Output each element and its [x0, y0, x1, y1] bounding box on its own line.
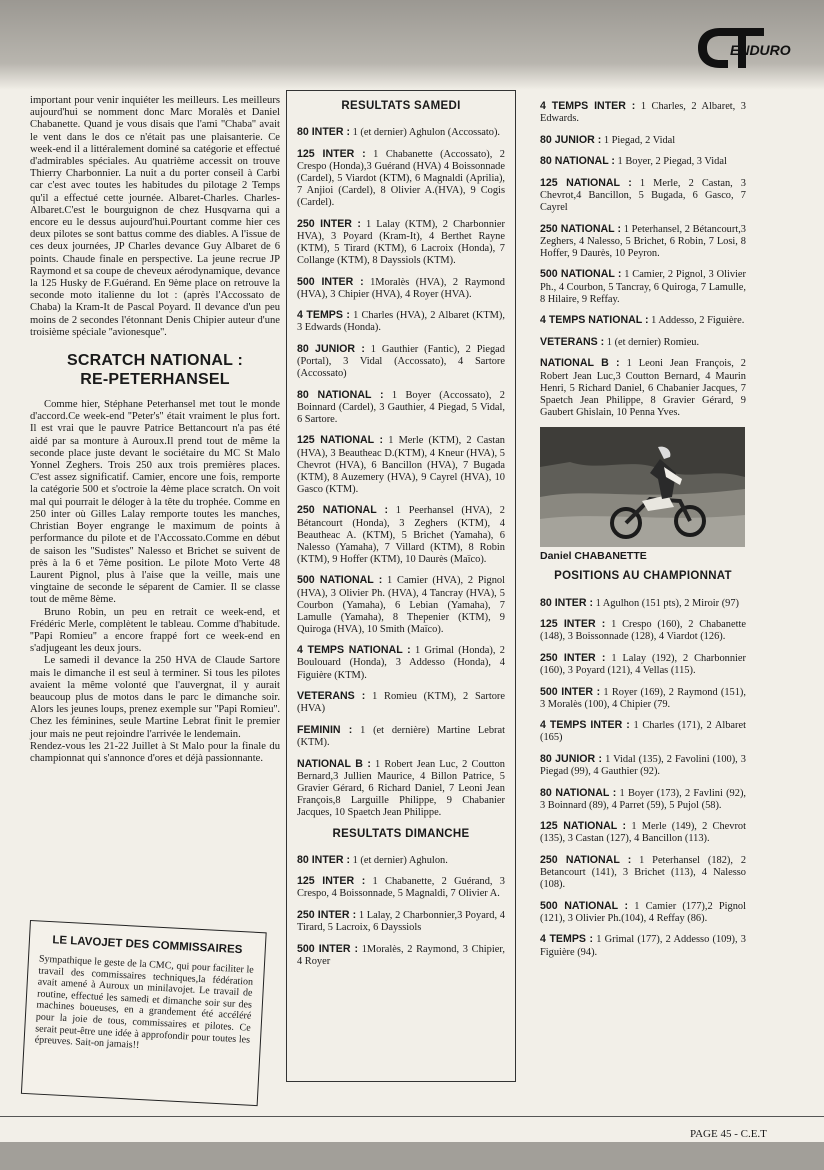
result-category: 500 NATIONAL :	[297, 574, 383, 587]
result-entry	[540, 223, 746, 260]
result-entry	[297, 434, 505, 495]
result-values: 1 Charles (171), 2 Albaret (165)	[540, 720, 746, 744]
results-samedi-title: RESULTATS SAMEDI	[341, 100, 461, 112]
result-values: 1 Merle, 2 Castan, 3 Chevrot,4 Bancillon, 5 Bugada, 6 Gasco, 7 Cayrel	[540, 177, 746, 214]
result-values: 1 Gauthier (Fantic), 2 Piegad (Portal), 3 Vidal (Accossato), 4 Sartore (Accossato)	[297, 343, 505, 380]
result-entry	[540, 357, 746, 418]
result-values: 1 Piegad, 2 Vidal	[601, 134, 676, 146]
result-category: 250 INTER :	[540, 651, 606, 664]
result-entry	[540, 753, 746, 778]
result-category: 4 TEMPS :	[297, 309, 350, 322]
result-category: 4 TEMPS INTER :	[540, 100, 636, 112]
result-entry	[540, 854, 746, 891]
result-values: 1 Romieu (KTM), 2 Sartore (HVA)	[297, 691, 505, 715]
result-values: 1 Camier (HVA), 2 Pignol (HVA), 3 Olivier Ph. (HVA), 4 Tancray (HVA), 5 Courbon (Yamaha), 6 Lebian (Yamaha), 7 Lamulle (Yamaha), 8 Thepenier (KTM), 9 Quiroga (HVA), 10 Smith (Maïco).	[297, 575, 505, 635]
result-category: 250 NATIONAL :	[540, 853, 632, 866]
result-entry	[540, 268, 746, 305]
result-values: 1 Boyer (Accossato), 2 Boinnard (Cardel), 3 Gauthier, 4 Piegad, 5 Vidal, 6 Sartore.	[297, 389, 505, 425]
result-values: 1Moralès, 2 Raymond, 3 Chipier, 4 Royer	[297, 943, 505, 967]
article-paragraph: Rendez-vous les 21-22 Juillet à St Malo pour la finale du championnat qui s'annonce d'ores et déjà passionnante.	[30, 740, 280, 764]
result-entry	[297, 218, 505, 267]
result-category: 80 NATIONAL :	[540, 155, 615, 168]
result-values: 1 Vidal (135), 2 Favolini (100), 3 Piegad (99), 4 Gauthier (92).	[540, 753, 746, 777]
result-category: 80 JUNIOR :	[540, 133, 602, 146]
photo-caption: Daniel CHABANETTE	[540, 550, 647, 563]
result-values: 1 Lalay (KTM), 2 Charbonnier HVA), 3 Poyard (Kram-It), 4 Berthet Rayne (KTM), 5 Tirard (KTM), 6 Lacroix (Honda), 7 Collange (KTM), 8 Dayssiols (KTM).	[297, 218, 506, 266]
result-values: 1 Royer (169), 2 Raymond (151), 3 Moralès (100), 4 Chipier (79.	[540, 686, 746, 710]
article-column	[30, 95, 280, 765]
result-category: 4 TEMPS :	[540, 933, 594, 946]
results-column-samedi	[297, 100, 505, 976]
result-entry	[297, 943, 505, 968]
logo-wordmark: ENDURO	[730, 42, 791, 58]
page-folio: PAGE 45 - C.E.T	[690, 1128, 767, 1140]
result-category: VETERANS :	[297, 690, 366, 703]
results-list	[297, 126, 505, 819]
result-values: 1 Lalay (192), 2 Charbonnier (160), 3 Poyard (121), 4 Vellas (115).	[540, 652, 747, 676]
result-category: 250 NATIONAL :	[540, 222, 622, 235]
article-paragraph: Bruno Robin, un peu en retrait ce week-end, et Frédéric Merle, complètent le tableau. Comme d'habitude. ''Papi Romieu'' a encore frappé fort ce week-end en s'adjugeant les deux jours.	[30, 606, 280, 655]
results-list	[297, 854, 505, 968]
result-category: NATIONAL B :	[297, 757, 371, 770]
result-values: 1 Camier, 2 Pignol, 3 Olivier Ph., 4 Courbon, 5 Tancray, 6 Quiroga, 7 Lamulle, 8 Hilaire, 9 Reffay.	[540, 269, 746, 305]
result-category: VETERANS :	[540, 335, 605, 348]
result-category: 80 INTER :	[540, 596, 593, 609]
result-values: 1 Chabanette (Accossato), 2 Crespo (Honda),3 Guérand (HVA) 4 Boissonnade (Cardel), 5 Viardot (KTM), 6 Magnaldi (Aprilia), 7 Anjioi (Cardel), 8 Olivier A.(HVA), 9 Cogis (Cardel).	[297, 148, 505, 209]
result-category: 500 INTER :	[540, 685, 601, 698]
sidebar-box-title: LE LAVOJET DES COMMISSAIRES	[52, 934, 243, 957]
result-entry	[297, 644, 505, 681]
result-entry	[297, 389, 505, 426]
result-category: 80 NATIONAL :	[540, 786, 617, 799]
article-paragraph: Comme hier, Stéphane Peterhansel met tout le monde d'accord.Ce week-end ''Peter's'' était vraiment le plus fort. Il est vrai que le pauvre Patrice Bettancourt n'a pas été aidé par sa monture à Auroux.Il prend tout de même la seconde place juste devant le sociétaire du MC St Malo Yonnel Zeghers. Trois 250 aux trois premières places. C'est assez significatif. Camier, encore une fois, remporte la catégorie 500 et s'octroie la 4ème place scratch. On voit mal qui pourrait le déloger à la tête du trophée. Comme en 250 inter où Gilles Lalay remporte toutes les manches, Christian Boyer engrange le maximum de points à performance du pilote et de l'Accossato.Comme en début de saison les ''Sudistes'' Nalesso et Brichet se suivent de près à la 6 et 7ème position. Le pilote Moto Verte 48 Laurent Pignol, plus à l'aise que la veille, mais une vingtaine de seconde le séparent de Camier. Il se classe tout de même 8ème.	[30, 399, 280, 606]
result-entry	[540, 336, 746, 349]
article-paragraph: Le samedi il devance la 250 HVA de Claude Sartore mais le dimanche il est seul à terminer. Si tous les pilotes avaient la même volonté que l'auvergnat, il y aurait beaucoup plus de motos dans le parc le dimanche soir. Alors les jeunes loups, prenez exemple sur ''Papi Romieu''. Chez les féminines, seule Martine Lebrat finit le premier jour mais ne peut rejoindre l'arrivée le lendemain.	[30, 655, 280, 740]
result-entry	[540, 155, 746, 168]
result-entry	[540, 314, 746, 327]
result-category: 125 NATIONAL :	[540, 176, 632, 189]
result-values: 1 Camier (177),2 Pignol (121), 3 Olivier Ph.(104), 4 Reffay (86).	[540, 900, 747, 924]
result-values: 1 Grimal (Honda), 2 Boulouard (Honda), 3 Addesso (Honda), 4 Figuière (KTM).	[297, 645, 505, 681]
results-list	[540, 597, 746, 959]
result-values: 1 Chabanette, 2 Guérand, 3 Crespo, 4 Boissonnade, 5 Magnaldi, 7 Olivier A.	[297, 876, 506, 900]
result-category: 4 TEMPS NATIONAL :	[297, 644, 411, 657]
result-category: 500 NATIONAL :	[540, 899, 629, 912]
article-paragraph: important pour venir inquiéter les meilleurs. Les meilleurs aujourd'hui se nomment donc Marc Moralès et Daniel Chabanette. Quand je vous disais que l'ami ''Chaba'' avait le vent dans le dos ce n'était pas une plaisanterie. Ce week-end il a littéralement dominé sa catégorie et effectué d'admirables spéciales. Au quatrième accessit on trouve Thierry Charbonnier. La nuit a du porter conseil à Carbi car c'est avec toutes les habitudes du pilotage 2 Temps qu'il a effectué cette journée. Albaret-Charles. Charles-Albaret.C'est le bourguignon de chez Husqvarna qui a encore eu le dessus aujourd'hui.Pourtant comme hier ces deux pilotes se sont battus comme des diables. A l'issue de ces deux journées, JP Charles devance Guy Albaret de 6 points. Chaude finale en perspective. La jeune recrue JP Raymond et sa coupe de cheveux aérodynamique, devance la 125 Husky de F.Guérand. En 9ème place on retrouve la seconde moto italienne du lot : (après l'Accossato de Chaba) la Kram-It de Pascal Poyard. Il devance d'un peu moins de 2 secondes l'étonnant Denis Chipier auteur d'une troisième spéciale ''avionesque''.	[30, 95, 280, 338]
results-list	[540, 100, 746, 419]
result-entry	[297, 854, 505, 867]
result-entry	[540, 686, 746, 711]
result-category: 4 TEMPS INTER :	[540, 719, 630, 732]
result-category: 4 TEMPS NATIONAL :	[540, 314, 649, 327]
result-entry	[540, 900, 746, 925]
results-dimanche-title: RESULTATS DIMANCHE	[332, 827, 470, 840]
result-category: 125 INTER :	[297, 875, 366, 888]
result-category: 80 NATIONAL :	[297, 388, 384, 401]
result-category: 500 INTER :	[297, 275, 364, 288]
sidebar-box-text: Sympathique le geste de la CMC, qui pour faciliter le travail des commissaires techniques,la fédération avait amené à Auroux un minilavojet. Le travail de routine, effectué les samedi et dimanche soir sur des machines boueuses, en a grandement été accéléré pour la joie de tous, commissaires et pilotes. Ce serait peut-être une idée à approfondir pour toutes les épreuves. Sait-on jamais!!	[34, 953, 254, 1052]
result-category: 80 INTER :	[297, 853, 350, 866]
result-category: 80 INTER :	[297, 126, 350, 139]
result-values: 1 (et dernière) Martine Lebrat (KTM).	[297, 724, 505, 748]
result-category: 80 JUNIOR :	[540, 752, 603, 765]
result-category: 125 INTER :	[540, 618, 606, 631]
result-category: NATIONAL B :	[540, 357, 620, 370]
result-values: 1 Merle (KTM), 2 Castan (HVA), 3 Beautheac D.(KTM), 4 Kneur (HVA), 5 Chevrot (HVA), 6 Bancillon (HVA), 7 Bugada (KTM), 8 Auzemery (HVA), 9 Cayrel (HVA), 10 Gasco (KTM).	[297, 435, 506, 495]
result-values: 1 Robert Jean Luc, 2 Coutton Bernard,3 Jullien Maurice, 4 Billon Patrice, 5 Gravier Gérard, 6 Richard Daniel, 7 Leoni Jean François,8 Larguille Philippe, 9 Chabanier Jacques, 10 Spaetch Jean Philippe.	[297, 758, 505, 818]
cet-enduro-logo	[694, 22, 806, 74]
result-values: 1 Grimal (177), 2 Addesso (109), 3 Figuière (94).	[540, 934, 746, 958]
result-category: 125 INTER :	[297, 147, 366, 160]
result-entry	[297, 126, 505, 139]
page-bottom-edge	[0, 1142, 824, 1170]
results-column-right	[540, 100, 746, 967]
result-entry	[297, 504, 505, 565]
result-values: 1 Lalay, 2 Charbonnier,3 Poyard, 4 Tirard, 5 Lacroix, 6 Dayssiols	[297, 909, 505, 933]
result-values: 1 Peterhansel (182), 2 Betancourt (141), 3 Brichet (113), 4 Nalesso (108).	[540, 854, 747, 891]
result-category: 250 INTER :	[297, 217, 361, 230]
result-category: 250 NATIONAL :	[297, 504, 389, 517]
championnat-title: POSITIONS AU CHAMPIONNAT	[554, 570, 732, 583]
result-entry	[540, 787, 746, 812]
result-category: 80 JUNIOR :	[297, 342, 365, 355]
result-values: 1 Crespo (160), 2 Chabanette (148), 3 Boissonnade (128), 4 Viardot (126).	[540, 619, 746, 643]
result-entry	[297, 276, 505, 301]
result-values: 1 (et dernier) Romieu.	[604, 336, 700, 348]
result-values: 1 (et dernier) Aghulon.	[349, 854, 448, 866]
rider-photo	[540, 427, 745, 547]
result-entry	[297, 690, 505, 715]
result-entry	[297, 758, 505, 819]
result-values: 1 (et dernier) Aghulon (Accossato).	[349, 127, 501, 139]
result-entry	[540, 597, 746, 610]
sidebar-box	[21, 920, 267, 1106]
result-category: 125 NATIONAL :	[540, 820, 627, 833]
result-entry	[297, 309, 505, 334]
result-category: 500 NATIONAL :	[540, 268, 622, 281]
result-entry	[297, 875, 505, 900]
result-entry	[540, 618, 746, 643]
footer-rule	[0, 1116, 824, 1117]
result-values: 1 Merle (149), 2 Chevrot (135), 3 Castan (127), 4 Bancillon (113).	[540, 821, 746, 845]
result-values: 1 Agulhon (151 pts), 2 Miroir (97)	[592, 597, 740, 609]
result-values: 1 Charles, 2 Albaret, 3 Edwards.	[540, 101, 746, 125]
result-entry	[540, 652, 746, 677]
result-entry	[540, 134, 746, 147]
result-values: 1Moralès (HVA), 2 Raymond (HVA), 3 Chipier (HVA), 4 Royer (HVA).	[297, 276, 505, 300]
result-values: 1 Addesso, 2 Figuière.	[648, 315, 745, 327]
result-entry	[540, 100, 746, 125]
result-values: 1 Peterhansel, 2 Bétancourt,3 Zeghers, 4 Nalesso, 5 Brichet, 6 Robin, 7 Losi, 8 Hoffer, 9 Daurès, 10 Peyron.	[540, 223, 747, 259]
section-heading-line-2: RE-PETERHANSEL	[80, 371, 230, 389]
result-entry	[540, 820, 746, 845]
result-category: FEMININ :	[297, 723, 353, 736]
result-category: 125 NATIONAL :	[297, 434, 384, 447]
result-values: 1 Boyer (173), 2 Favlini (92), 3 Boinnard (89), 4 Parret (59), 5 Pujol (58).	[540, 787, 747, 811]
result-entry	[540, 177, 746, 214]
result-category: 250 INTER :	[297, 908, 357, 921]
result-entry	[297, 343, 505, 380]
result-values: 1 Charles (HVA), 2 Albaret (KTM), 3 Edwards (Honda).	[297, 310, 505, 334]
result-entry	[297, 574, 505, 635]
result-entry	[540, 719, 746, 744]
section-heading-line-1: SCRATCH NATIONAL :	[66, 352, 244, 370]
result-category: 500 INTER :	[297, 942, 359, 955]
result-values: 1 Boyer, 2 Piegad, 3 Vidal	[614, 156, 727, 168]
result-values: 1 Leoni Jean François, 2 Robert Jean Luc,3 Coutton Bernard, 4 Maurin Henri, 5 Richard Daniel, 6 Chabanier Jacques, 7 Spaetch Jean Philippe, 8 Gravier Gérard, 9 Gaubert Ghislain, 10 Penna Yves.	[540, 358, 746, 418]
section-heading	[30, 351, 280, 389]
result-values: 1 Peerhansel (HVA), 2 Bétancourt (Honda), 3 Zeghers (KTM), 4 Beautheac A. (KTM), 5 Brichet (Yamaha), 6 Nalesso (Yamaha), 7 Villard (KTM), 8 Robin (KTM), 9 Hoffer (KTM), 10 Daurès (Maïco).	[297, 505, 506, 565]
result-entry	[540, 933, 746, 958]
result-entry	[297, 724, 505, 749]
result-entry	[297, 909, 505, 934]
result-entry	[297, 148, 505, 209]
